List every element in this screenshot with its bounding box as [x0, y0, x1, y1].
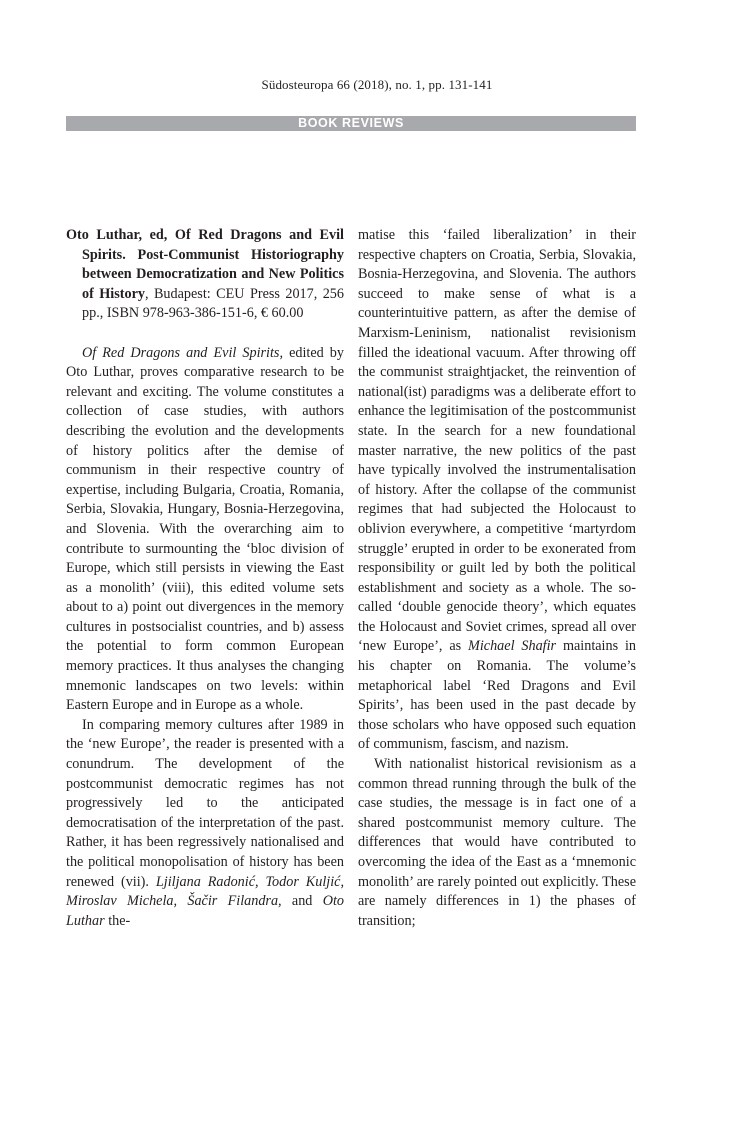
conjunction: and	[281, 893, 323, 910]
left-column	[66, 226, 344, 931]
paragraph-2	[66, 716, 344, 932]
paragraph-3-text-a: matise this ‘failed liberalization’ in their respective chapters on Croatia, Serbia, Slovakia, Bosnia-Herzegovina, and Slovenia. The authors succeed to make sense of what is a counterintuitive pattern, as after the demise of Marxism-Leninism, nationalist revisionism filled the ideational vacuum. After throwing off the communist straightjacket, the reinvention of national(ist) paradigms was a deliberate effort to enhance the legitimisation of the postcommunist state. In the search for a new foundational master narrative, the new politics of the past have typically involved the instrumentalisation of history. After the collapse of the communist regimes that had subjected the Holocaust to oblivion everywhere, a competitive ‘martyrdom struggle’ erupted in order to be exonerated from responsibility or guilt led by both the political establishment and society as a whole. The so-called ‘double genocide theory’, which equates the Holocaust and Soviet crimes, spread all over ‘new Europe’, as	[358, 227, 636, 655]
author-luthar: Oto Luthar	[66, 893, 344, 929]
paragraph-4: With nationalist historical revisionism as a common thread running through the bulk of the case studies, the message is in fact one of a shared postcommunist memory culture. The differences that would have contributed to overcoming the idea of the East as a ‘mnemonic monolith’ are rarely pointed out explicitly. These are namely differences in 1) the phases of transition;	[358, 756, 636, 929]
paragraph-3-text-b: maintains in his chapter on Romania. The volume’s metaphorical label ‘Red Dragons and Evil Spirits’, has been used in the past decade by those scholars who have opposed such equation of communism, fascism, and nazism.	[358, 638, 637, 753]
citation-title: Oto Luthar, ed, Of Red Dragons and Evil Spirits. Post-Communist Historiography between Democratization and New Politics of History	[66, 227, 344, 302]
paragraph-3	[358, 226, 636, 755]
paragraph-2-end: the-	[104, 912, 131, 929]
section-title-bar: BOOK REVIEWS	[66, 116, 636, 131]
right-column	[358, 226, 636, 931]
citation-details: , Budapest: CEU Press 2017, 256 pp., ISBN 978-963-386-151-6, € 60.00	[82, 285, 344, 322]
paragraph-2-text: In comparing memory cultures after 1989 in the ‘new Europe’, the reader is presented with a conundrum. The development of the postcommunist democratic regimes has not progressively led to the anticipated democratisation of the interpretation of the past. Rather, it has been regressively nationalised and the political monopolisation of history has been renewed (vii).	[66, 716, 344, 890]
book-title-italic: Of Red Dragons and Evil Spirits,	[82, 344, 283, 361]
author-names: Ljiljana Radonić, Todor Kuljić, Miroslav Michela, Šačir Filandra,	[66, 873, 344, 910]
running-head: Südosteuropa 66 (2018), no. 1, pp. 131-141	[261, 77, 493, 92]
paragraph-1-text: edited by Oto Luthar, proves comparative research to be relevant and exciting. The volume constitutes a collection of case studies, with authors describing the evolution and the developments of history politics after the demise of communism in their respective country of expertise, including Bulgaria, Croatia, Romania, Serbia, Slovakia, Hungary, Bosnia-Herzegovina, and Slovenia. With the overarching aim to contribute to surmounting the ‘bloc division of Europe, which still persists in viewing the East as a monolith’ (viii), this edited volume sets about to a) point out divergences in the memory cultures in postsocialist countries, and b) assess the potential to form common European memory practices. It thus analyses the changing mnemonic landscapes on two levels: within Eastern Europe and in Europe as a whole.	[66, 344, 344, 714]
paragraph-1	[66, 344, 344, 716]
review-citation	[66, 226, 344, 324]
author-shafir: Michael Shafir	[468, 638, 557, 655]
